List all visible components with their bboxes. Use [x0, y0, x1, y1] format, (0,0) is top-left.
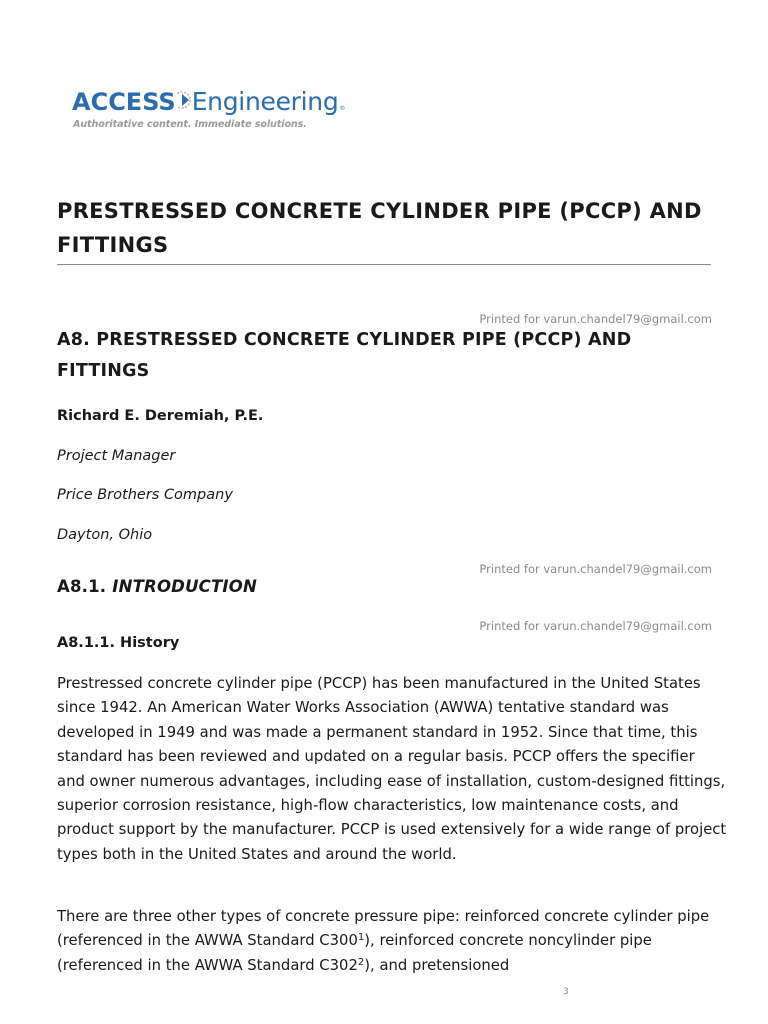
- registered-mark: ®: [339, 105, 346, 112]
- footnote-ref[interactable]: 2: [357, 956, 365, 968]
- logo-wordmark: [72, 86, 362, 116]
- logo-engineering-text: Engineering: [191, 87, 339, 116]
- author-position: Project Manager: [57, 448, 176, 464]
- access-engineering-logo[interactable]: [72, 86, 362, 138]
- intro-word: INTRODUCTION: [112, 577, 258, 596]
- logo-arrow-icon: [177, 88, 191, 112]
- printed-for-watermark: Printed for varun.chandel79@gmail.com: [479, 619, 712, 633]
- logo-tagline: Authoritative content. Immediate solutions.: [73, 119, 307, 130]
- page-title: PRESTRESSED CONCRETE CYLINDER PIPE (PCCP) AND FITTINGS: [57, 199, 702, 257]
- section-heading-introduction: [57, 577, 257, 596]
- paragraph-text: ), reinforced concrete noncylinder pipe (referenced in the AWWA Standard C302: [57, 932, 652, 974]
- footnote-ref[interactable]: 1: [357, 932, 365, 944]
- body-paragraph: Prestressed concrete cylinder pipe (PCCP) has been manufactured in the United States since 1942. An American Water Works Association (AWWA) tentative standard was developed in 1949 and was made a permanent standard in 1952. Since that time, this standard has been reviewed and updated on a regular basis. PCCP offers the specifier and owner numerous advantages, including ease of installation, custom-designed fittings, superior corrosion resistance, high-flow characteristics, low maintenance costs, and product support by the manufacturer. PCCP is used extensively for a wide range of project types both in the United States and around the world.: [57, 675, 727, 863]
- printed-for-watermark: Printed for varun.chandel79@gmail.com: [479, 312, 712, 326]
- author-company: Price Brothers Company: [57, 487, 233, 503]
- subsection-heading-history: A8.1.1. History: [57, 635, 180, 651]
- section-title: A8. PRESTRESSED CONCRETE CYLINDER PIPE (PCCP) AND FITTINGS: [57, 330, 632, 381]
- author-name: Richard E. Deremiah, P.E.: [57, 408, 264, 424]
- paragraph-text: There are three other types of concrete pressure pipe: reinforced concrete cylinder pipe (referenced in the AWWA Standard C300: [57, 908, 710, 950]
- body-paragraph: [57, 905, 727, 978]
- printed-for-watermark: Printed for varun.chandel79@gmail.com: [479, 562, 712, 576]
- logo-access-text: ACCESS: [72, 88, 176, 116]
- author-location: Dayton, Ohio: [57, 527, 153, 543]
- truncated-footnote-mark: 3: [563, 987, 569, 997]
- intro-number: A8.1.: [57, 577, 107, 596]
- title-divider: [57, 264, 711, 265]
- paragraph-text: ), and pretensioned: [364, 956, 510, 974]
